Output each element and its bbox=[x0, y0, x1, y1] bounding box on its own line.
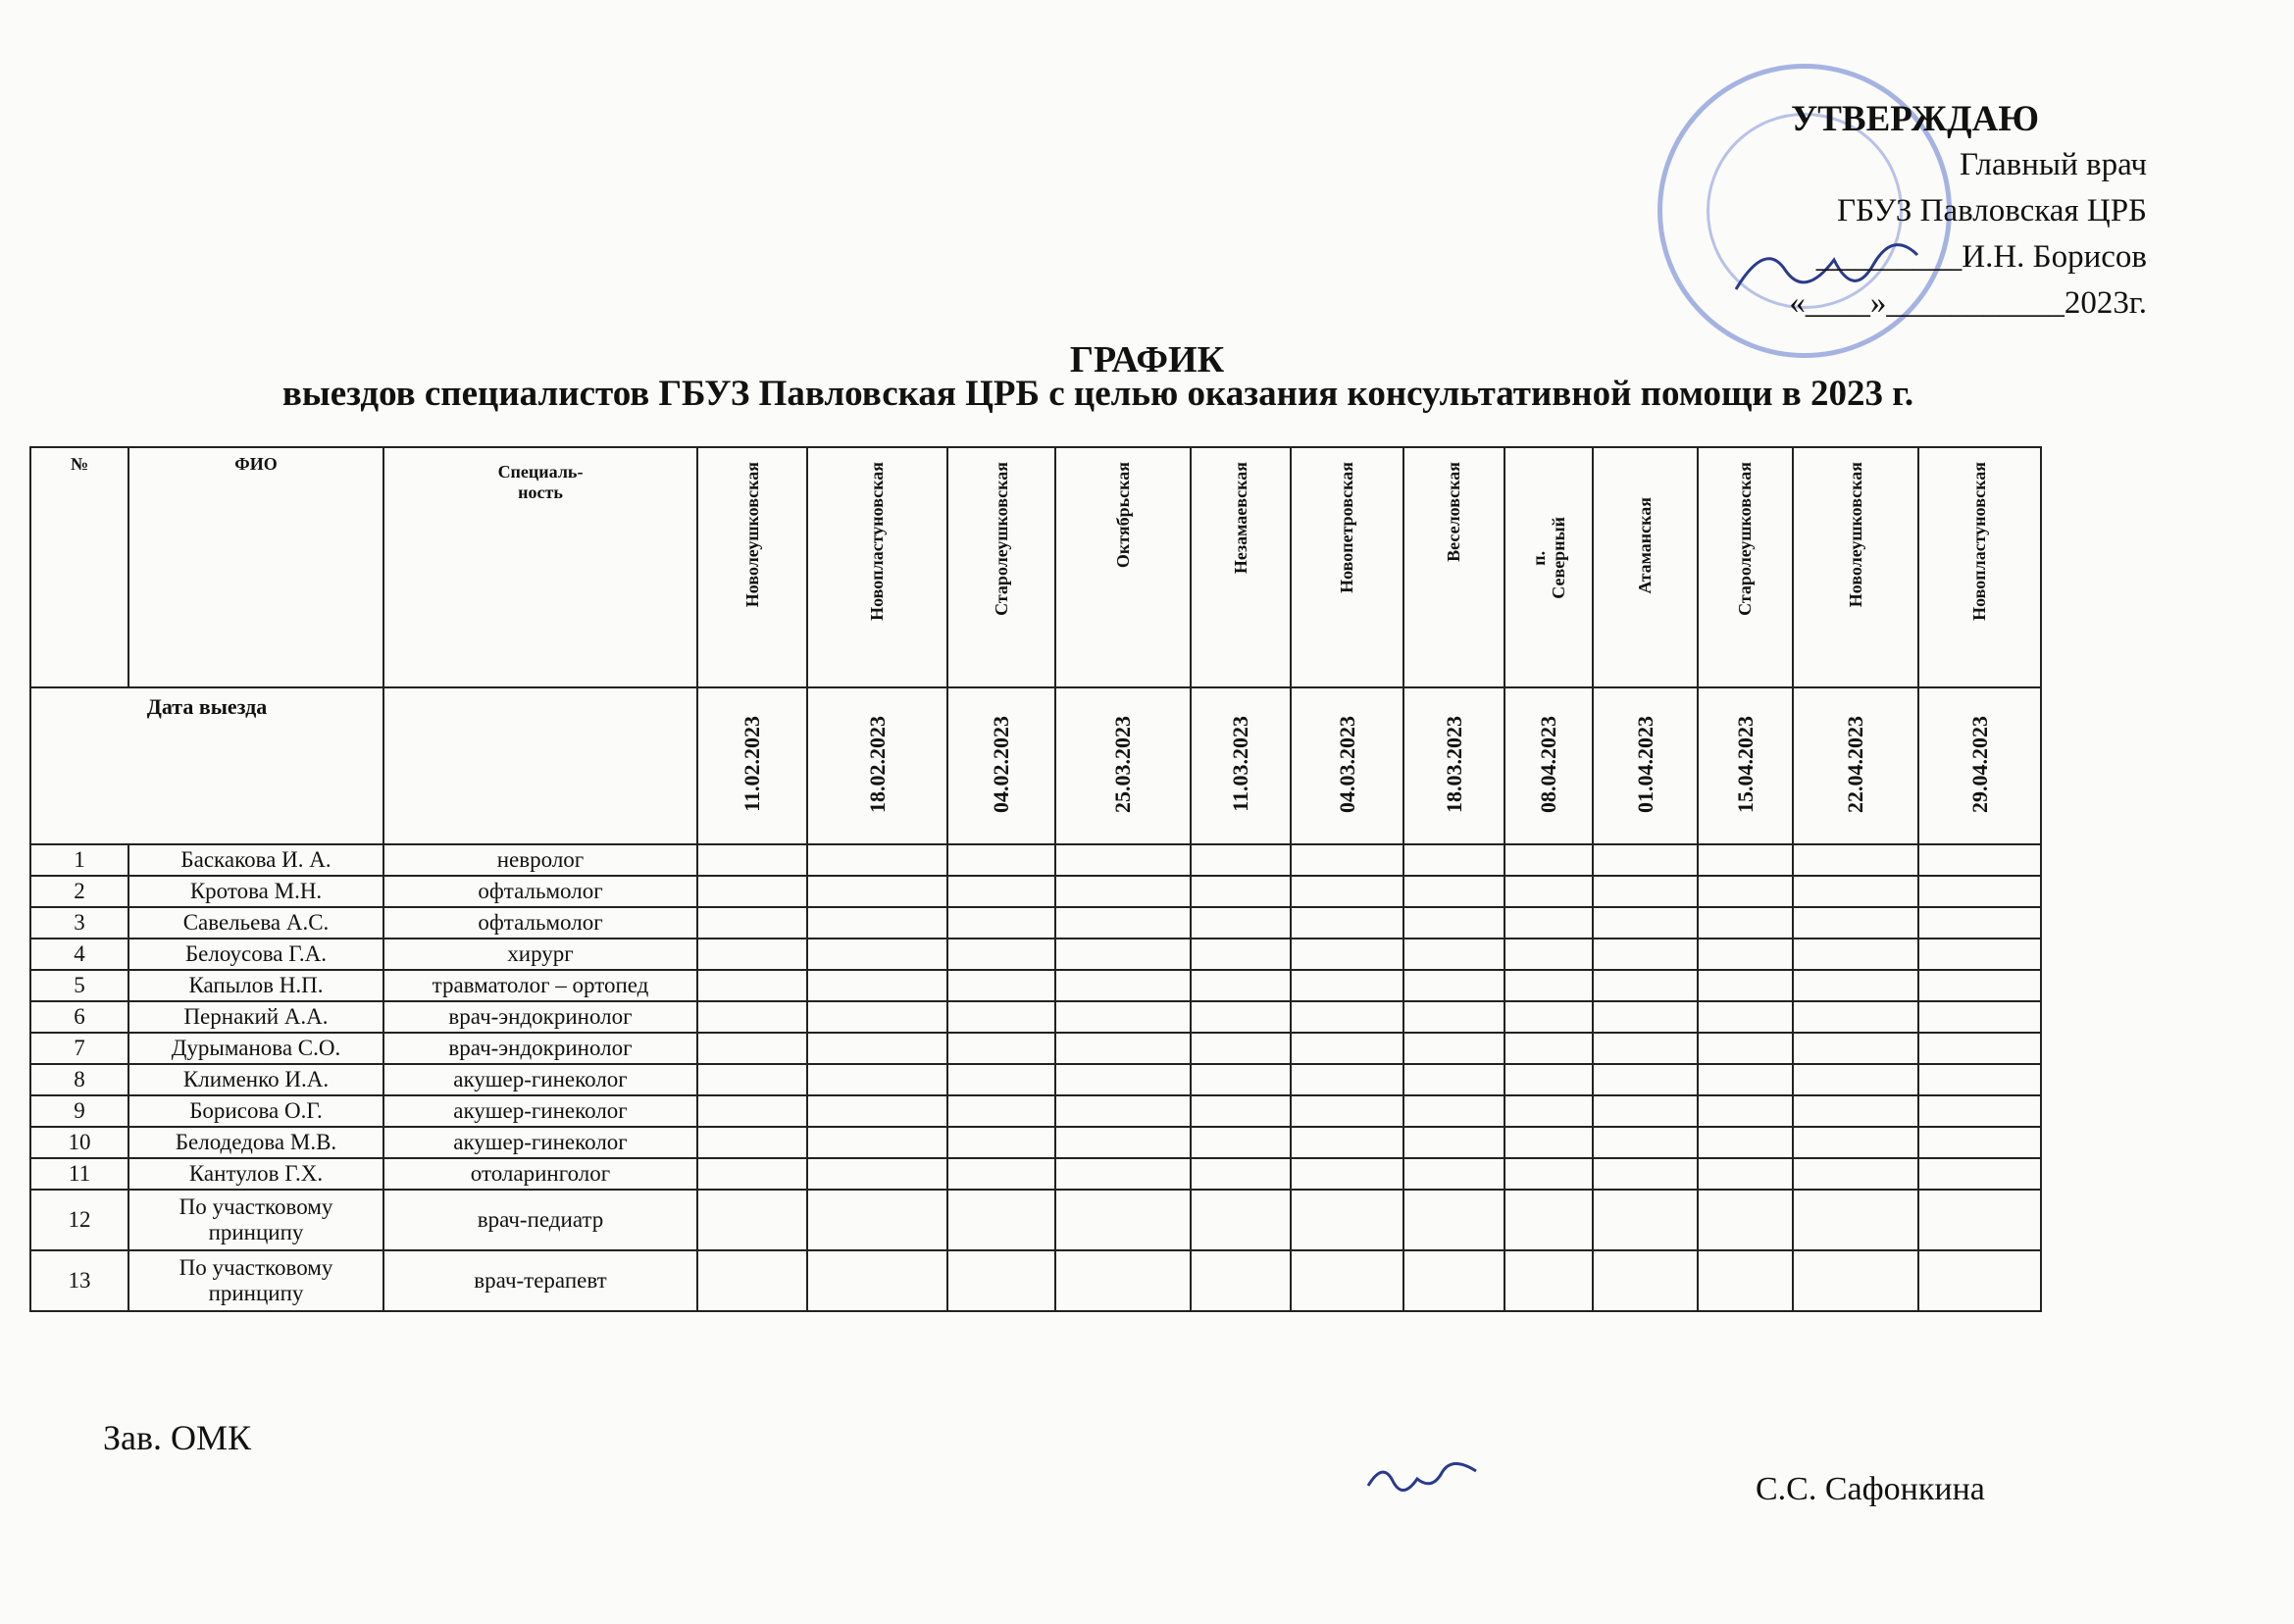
destination-4: Октябрьская bbox=[1055, 447, 1191, 687]
destination-12: Новопластуновская bbox=[1918, 447, 2041, 687]
destination-2: Новопластуновская bbox=[807, 447, 947, 687]
table-row: 1 Баскакова И. А. невролог bbox=[30, 844, 2041, 876]
table-row: 9 Борисова О.Г. акушер-гинеколог bbox=[30, 1095, 2041, 1127]
footer-position: Зав. ОМК bbox=[103, 1418, 252, 1457]
approval-block bbox=[1676, 96, 2147, 327]
date-3: 04.02.2023 bbox=[947, 687, 1055, 844]
table-row: 4 Белоусова Г.А. хирург bbox=[30, 939, 2041, 970]
destination-3: Старолеушковская bbox=[947, 447, 1055, 687]
header-row bbox=[30, 447, 2041, 687]
approval-date: «____»___________2023г. bbox=[1789, 285, 2147, 321]
footer-name: С.С. Сафонкина bbox=[1756, 1471, 1985, 1507]
approval-position: Главный врач bbox=[1959, 147, 2147, 182]
table-row: 13 По участковому принципу врач-терапевт bbox=[30, 1250, 2041, 1311]
destination-6: Новопетровская bbox=[1291, 447, 1403, 687]
omk-signature bbox=[1363, 1451, 1481, 1500]
destination-11: Новолеушковская bbox=[1793, 447, 1918, 687]
table-row: 2 Кротова М.Н. офтальмолог bbox=[30, 876, 2041, 907]
destination-5: Незамаевская bbox=[1191, 447, 1291, 687]
date-2: 18.02.2023 bbox=[807, 687, 947, 844]
table-row: 7 Дурыманова С.О. врач-эндокринолог bbox=[30, 1033, 2041, 1064]
destination-7: Веселовская bbox=[1403, 447, 1504, 687]
date-8: 08.04.2023 bbox=[1504, 687, 1593, 844]
header-specialty: Специаль- ность bbox=[383, 447, 697, 687]
header-num: № bbox=[30, 447, 128, 687]
document-subtitle: выездов специалистов ГБУЗ Павловская ЦРБ с целью оказания консультативной помощи в 2023 г. bbox=[281, 374, 1914, 414]
destination-8: п. Северный bbox=[1504, 447, 1593, 687]
approval-heading: УТВЕРЖДАЮ bbox=[1791, 99, 2039, 139]
approval-signatory: _________И.Н. Борисов bbox=[1815, 239, 2147, 275]
date-11: 22.04.2023 bbox=[1793, 687, 1918, 844]
date-9: 01.04.2023 bbox=[1593, 687, 1698, 844]
table-row: 8 Клименко И.А. акушер-гинеколог bbox=[30, 1064, 2041, 1095]
table-row: 10 Белодедова М.В. акушер-гинеколог bbox=[30, 1127, 2041, 1158]
destination-1: Новолеушковская bbox=[697, 447, 807, 687]
date-4: 25.03.2023 bbox=[1055, 687, 1191, 844]
approval-organization: ГБУЗ Павловская ЦРБ bbox=[1837, 193, 2147, 228]
date-1: 11.02.2023 bbox=[697, 687, 807, 844]
dates-row bbox=[30, 687, 2041, 844]
date-6: 04.03.2023 bbox=[1291, 687, 1403, 844]
table-row: 11 Кантулов Г.Х. отоларинголог bbox=[30, 1158, 2041, 1190]
destination-9: Атаманская bbox=[1593, 447, 1698, 687]
date-label: Дата выезда bbox=[30, 687, 383, 844]
table-row: 12 По участковому принципу врач-педиатр bbox=[30, 1190, 2041, 1250]
date-7: 18.03.2023 bbox=[1403, 687, 1504, 844]
destination-10: Старолеушковская bbox=[1698, 447, 1793, 687]
schedule-table bbox=[29, 446, 2042, 1312]
table-row: 3 Савельева А.С. офтальмолог bbox=[30, 907, 2041, 939]
table-row: 5 Капылов Н.П. травматолог – ортопед bbox=[30, 970, 2041, 1001]
date-5: 11.03.2023 bbox=[1191, 687, 1291, 844]
date-12: 29.04.2023 bbox=[1918, 687, 2041, 844]
table-row: 6 Пернакий А.А. врач-эндокринолог bbox=[30, 1001, 2041, 1033]
header-name: ФИО bbox=[128, 447, 383, 687]
document-title: ГРАФИК bbox=[1069, 339, 1225, 381]
date-10: 15.04.2023 bbox=[1698, 687, 1793, 844]
